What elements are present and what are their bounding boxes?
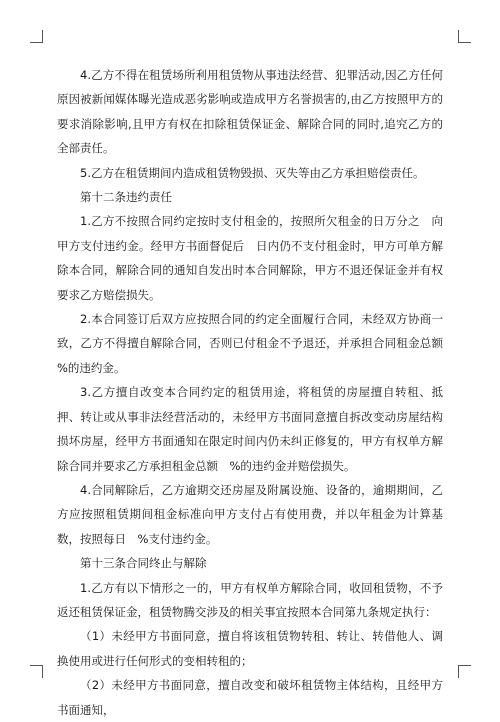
crop-mark-top-right xyxy=(458,30,471,43)
clause-paragraph: 2.本合同签订后双方应按照合同的约定全面履行合同，未经双方协商一致，乙方不得擅自解除合同，否则已付租金不予退还，并承担合同租金总额 %的违约金。 xyxy=(57,312,455,375)
clause-paragraph: （2）未经甲方书面同意，擅自改变和破坏租赁物主体结构，且经甲方书面通知， xyxy=(57,678,443,717)
clause-paragraph: （1）未经甲方书面同意，擅自将该租赁物转租、转让、转借他人、调换使用或进行任何形式的变相转租的； xyxy=(57,629,443,668)
clause-paragraph: 1.乙方不按照合同约定按时支付租金的，按照所欠租金的日万分之 向甲方支付违约金。经甲方书面督促后 日内仍不支付租金时，甲方可单方解除本合同，解除合同的通知自发出时本合同解除，甲方不退还保证金并有权要求乙方赔偿损失。 xyxy=(57,214,443,302)
section-heading: 第十三条合同终止与解除 xyxy=(80,556,207,571)
clause-paragraph: 5.乙方在租赁期间内造成租赁物毁损、灭失等由乙方承担赔偿责任。 xyxy=(80,165,425,180)
clause-paragraph: 4.合同解除后，乙方逾期交还房屋及附属设施、设备的，逾期期间，乙方应按照租赁期间租金标准向甲方支付占有使用费，并以年租金为计算基数，按照每日 %支付违约金。 xyxy=(57,482,443,546)
clause-paragraph: 1.乙方有以下情形之一的，甲方有权单方解除合同，收回租赁物，不予返还租赁保证金，租赁物腾交涉及的相关事宜按照本合同第九条规定执行： xyxy=(57,580,443,619)
clause-paragraph: 4.乙方不得在租赁场所利用租赁物从事违法经营、犯罪活动,因乙方任何原因被新闻媒体曝光造成恶劣影响或造成甲方名誉损害的,由乙方按照甲方的要求消除影响,且甲方有权在扣除租赁保证金、解除合同的同时,追究乙方的全部责任。 xyxy=(57,68,443,156)
crop-mark-bottom-right xyxy=(458,665,471,678)
clause-paragraph: 3.乙方擅自改变本合同约定的租赁用途，将租赁的房屋擅自转租、抵押、转让或从事非法经营活动的，未经甲方书面同意擅自拆改变动房屋结构损坏房屋，经甲方书面通知在限定时间内仍未纠正修复的，甲方有权单方解除合同并要求乙方承担租金总额 %的违约金并赔偿损失。 xyxy=(57,385,443,473)
crop-mark-top-left xyxy=(30,30,43,43)
crop-mark-bottom-left xyxy=(30,665,43,678)
document-body xyxy=(57,63,455,722)
section-heading: 第十二条违约责任 xyxy=(80,190,172,205)
